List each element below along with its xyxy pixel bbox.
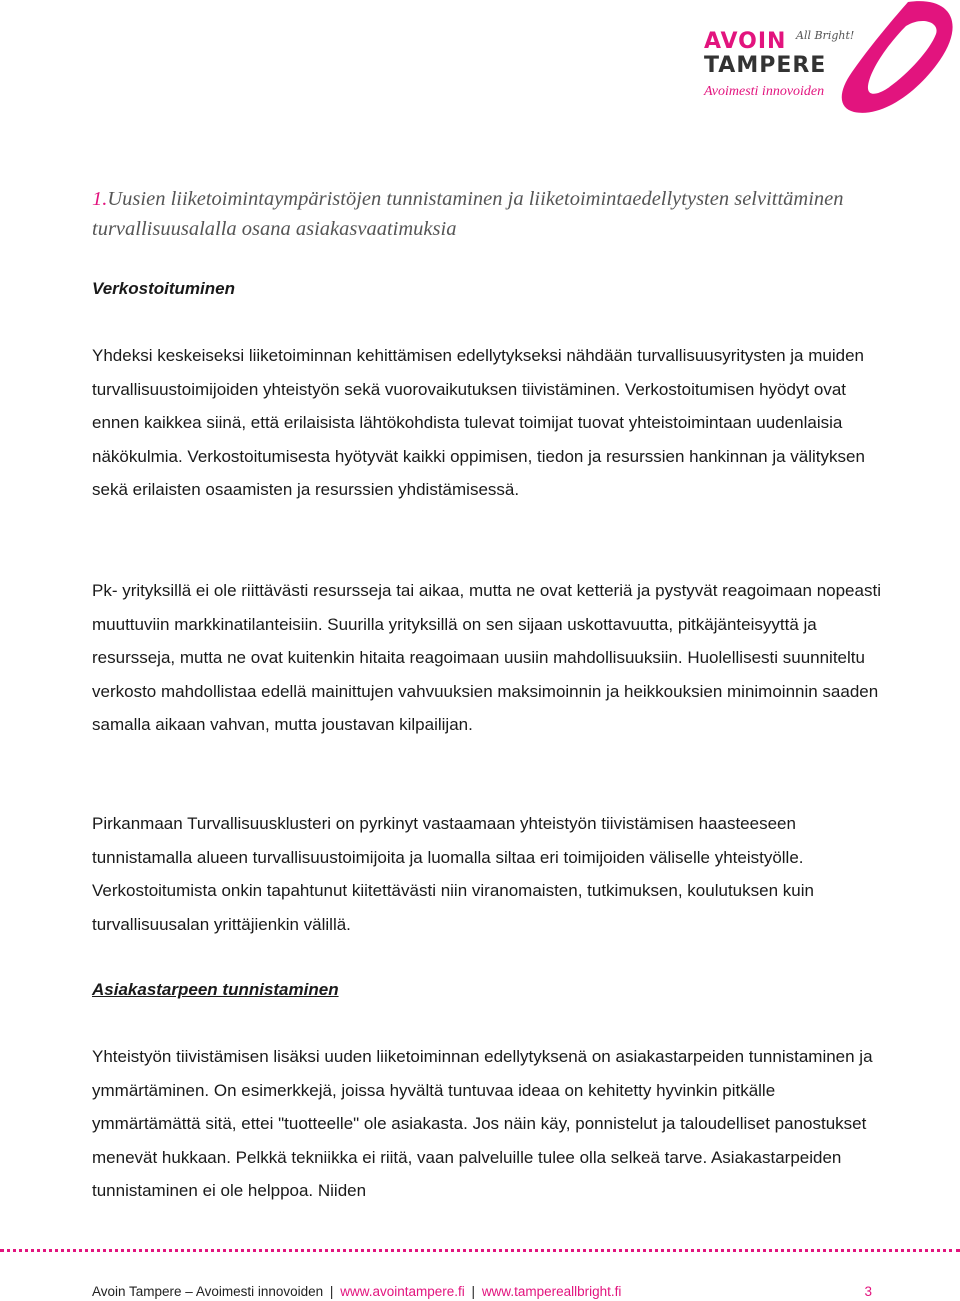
footer-divider [0, 1249, 960, 1252]
brand-name-avoin: AVOIN [704, 29, 787, 54]
section-heading-verkostoituminen: Verkostoituminen [92, 279, 235, 298]
footer-link-avointampere[interactable]: www.avointampere.fi [340, 1284, 465, 1299]
footer-separator: | [329, 1284, 334, 1299]
page-footer [92, 1284, 872, 1299]
brand-tagline: Avoimesti innovoiden [704, 84, 825, 99]
brand-name-tampere: TAMPERE [704, 53, 827, 78]
brand-allbright-script: All Bright! [796, 29, 855, 42]
footer-link-tampereallbright[interactable]: www.tampereallbright.fi [481, 1284, 622, 1299]
brand-logo [704, 30, 864, 100]
paragraph: Pirkanmaan Turvallisuusklusteri on pyrkinyt vastaamaan yhteistyön tiivistämisen haasteeseen tunnistamalla alueen turvallisuustoimijoita ja luomalla siltaa eri toimijoiden väliselle yhteistyölle. Verkostoitumista onkin tapahtunut kiitettävästi niin viranomaisten, tutkimuksen, koulutuksen kuin turvallisuusalan yrittäjienkin välillä. [92, 814, 814, 934]
document-title [92, 184, 872, 244]
title-number: 1. [92, 188, 108, 210]
footer-org: Avoin Tampere – Avoimesti innovoiden [92, 1284, 324, 1299]
paragraph: Yhdeksi keskeiseksi liiketoiminnan kehittämisen edellytykseksi nähdään turvallisuusyritysten ja muiden turvallisuustoimijoiden yhteistyön sekä vuorovaikutuksen tiivistäminen. Verkostoitumisen hyödyt ovat ennen kaikkea siinä, että erilaisista lähtökohdista tulevat toimijat tuovat yhteistoimintaan uudenlaisia näkökulmia. Verkostoitumisesta hyötyvät kaikki oppimisen, tiedon ja resurssien hankinnan ja välityksen sekä erilaisten osaamisten ja resurssien yhdistämisessä. [92, 346, 865, 499]
paragraph: Pk- yrityksillä ei ole riittävästi resursseja tai aikaa, mutta ne ovat ketteriä ja pystyvät reagoimaan nopeasti muuttuviin markkinatilanteisiin. Suurilla yrityksillä on sen sijaan uskottavuutta, pitkäjänteisyyttä ja resursseja, mutta ne ovat kuitenkin hitaita reagoimaan uusiin mahdollisuuksiin. Huolellisesti suunniteltu verkosto mahdollistaa edellä mainittujen vahvuuksien maksimoinnin ja heikkouksien minimoinnin saaden samalla aikaan vahvan, mutta joustavan kilpailijan. [92, 581, 881, 734]
footer-separator: | [471, 1284, 476, 1299]
page-number: 3 [864, 1284, 872, 1299]
section-heading-asiakastarpeen-tunnistaminen: Asiakastarpeen tunnistaminen [92, 980, 339, 999]
paragraph: Yhteistyön tiivistämisen lisäksi uuden liiketoiminnan edellytyksenä on asiakastarpeiden tunnistaminen ja ymmärtäminen. On esimerkkejä, joissa hyvältä tuntuvaa ideaa on kehitetty hyvinkin pitkälle ymmärtämättä sitä, ettei "tuotteelle" ole asiakasta. Jos näin käy, ponnistelut ja taloudelliset panostukset menevät hukkaan. Pelkkä tekniikka ei riitä, vaan palveluille tulee olla selkeä tarve. Asiakastarpeiden tunnistaminen ei ole helppoa. Niiden [92, 1047, 873, 1200]
title-text: Uusien liiketoimintaympäristöjen tunnistaminen ja liiketoimintaedellytysten selvittäminen turvallisuusalalla osana asiakasvaatimuksia [92, 188, 844, 240]
